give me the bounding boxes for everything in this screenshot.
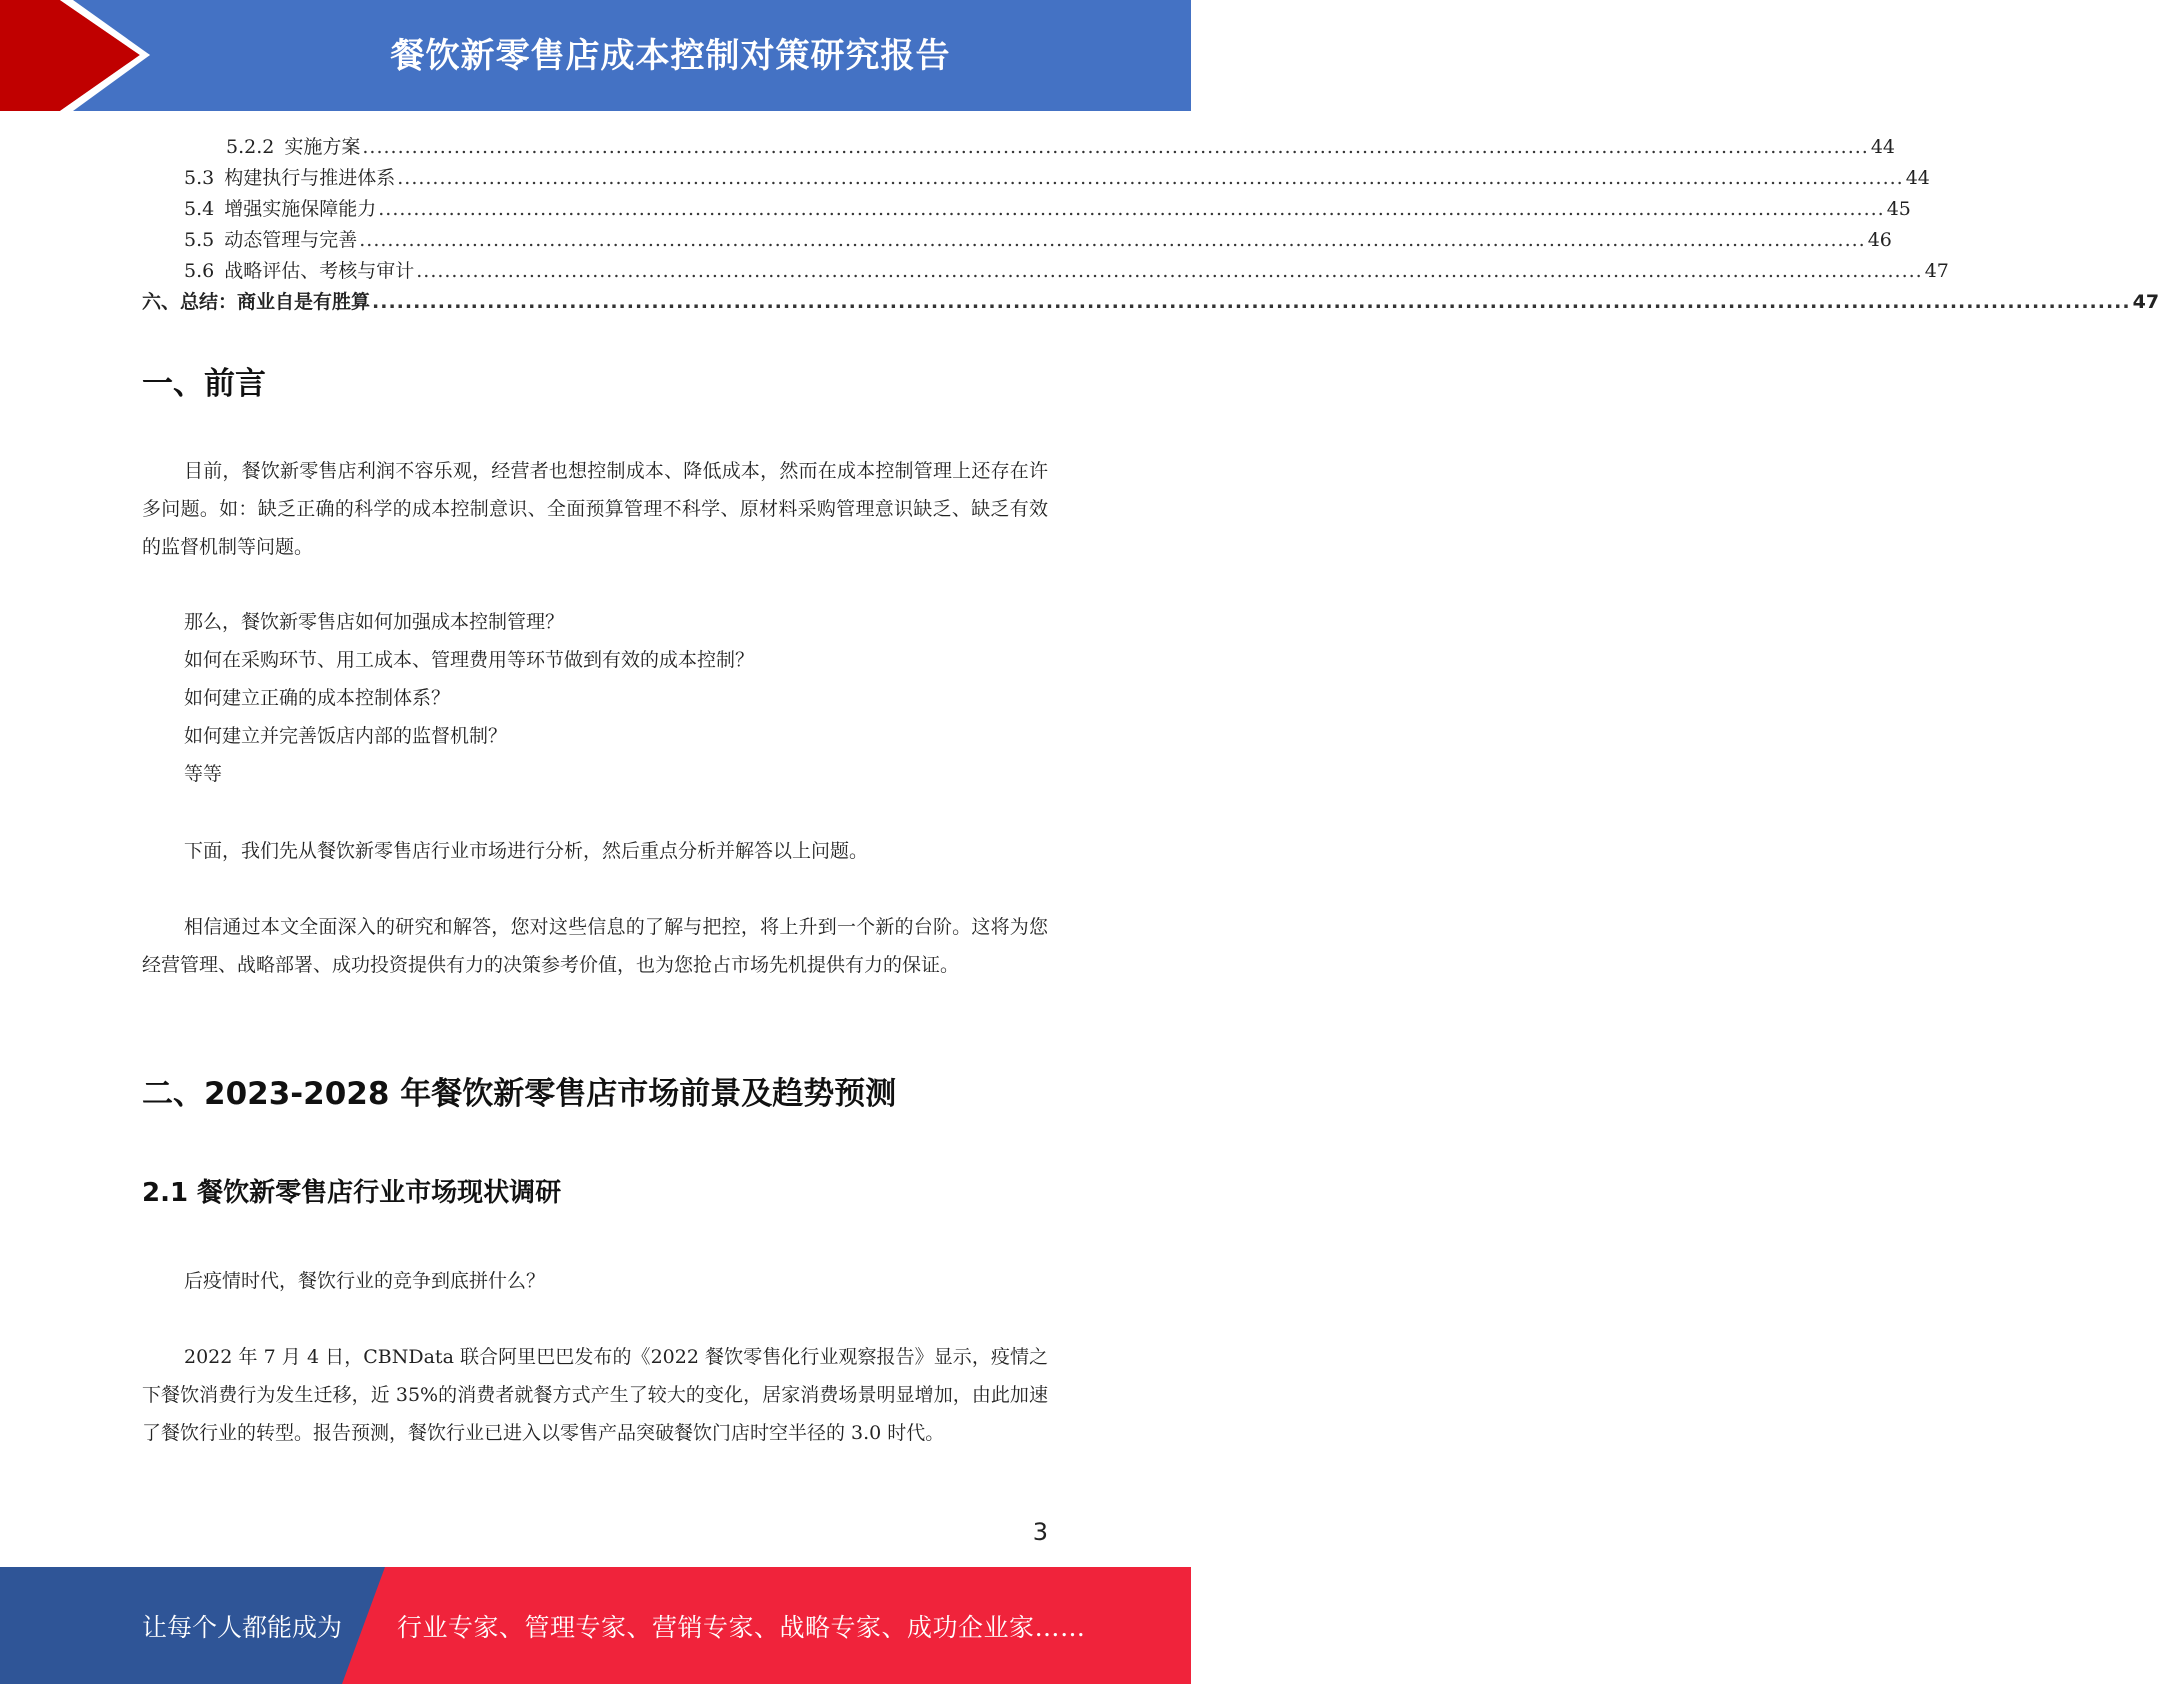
paragraph: 目前，餐饮新零售店利润不容乐观，经营者也想控制成本、降低成本，然而在成本控制管理上还存在许多问题。如：缺乏正确的科学的成本控制意识、全面预算管理不科学、原材料采购管理意识缺乏、缺乏有效的监督机制等问题。 [142, 460, 1048, 558]
toc-item-label: 动态管理与完善 [224, 229, 358, 251]
list-item: 如何建立正确的成本控制体系？ [184, 687, 451, 709]
toc-leader-dots: ...................................................................................................................................................................................................................... [378, 198, 1885, 220]
toc-item[interactable] [142, 190, 1911, 221]
toc-item-label: 实施方案 [284, 136, 361, 158]
paragraph: 相信通过本文全面深入的研究和解答，您对这些信息的了解与把控，将上升到一个新的台阶。这将为您经营管理、战略部署、成功投资提供有力的决策参考价值，也为您抢占市场先机提供有力的保证。 [142, 916, 1048, 976]
paragraph: 后疫情时代，餐饮行业的竞争到底拼什么？ [184, 1270, 546, 1292]
toc-leader-dots: ...................................................................................................................................................................................................................... [362, 136, 1869, 158]
subsection-heading: 2.1 餐饮新零售店行业市场现状调研 [142, 1178, 562, 1208]
toc-item-page: 45 [1886, 198, 1911, 220]
section-1 [142, 358, 1048, 403]
footer-slogan-left: 让每个人都能成为 [142, 1612, 343, 1642]
toc-item-page: 47 [2132, 291, 2159, 313]
toc-item-number: 5.5 [184, 229, 215, 251]
toc-item-label: 战略评估、考核与审计 [224, 260, 415, 282]
list-item: 等等 [184, 763, 223, 785]
section-2-body [142, 1338, 1048, 1452]
toc-item-page: 44 [1905, 167, 1930, 189]
section-1-body [142, 908, 1048, 984]
section-heading: 二、2023-2028 年餐饮新零售店市场前景及趋势预测 [142, 1076, 897, 1112]
section-2-body [142, 1262, 1048, 1300]
toc-item[interactable] [142, 252, 1949, 283]
toc-item-page: 46 [1867, 229, 1892, 251]
toc-item-number: 5.2.2 [226, 136, 275, 158]
toc-item[interactable] [142, 283, 2159, 314]
list-item: 如何建立并完善饭店内部的监督机制？ [184, 725, 508, 747]
toc-item[interactable] [142, 159, 1930, 190]
section-2 [142, 1068, 1048, 1113]
toc-leader-dots: ...................................................................................................................................................................................................................... [397, 167, 1904, 189]
list-item: 那么，餐饮新零售店如何加强成本控制管理？ [184, 611, 565, 633]
toc-leader-dots: ...................................................................................................................................................................................................................... [372, 291, 2131, 313]
page-footer [0, 1567, 1191, 1684]
toc-leader-dots: ...................................................................................................................................................................................................................... [416, 260, 1923, 282]
footer-slogan-right: 行业专家、管理专家、营销专家、战略专家、成功企业家…… [397, 1612, 1086, 1642]
list-item: 如何在采购环节、用工成本、管理费用等环节做到有效的成本控制？ [184, 649, 755, 671]
toc-item-label: 构建执行与推进体系 [224, 167, 396, 189]
section-heading: 一、前言 [142, 366, 266, 402]
toc-item[interactable] [142, 221, 1892, 252]
section-1-body [142, 832, 1048, 870]
toc-item-label: 六、总结：商业自是有胜算 [142, 291, 371, 313]
question-list [142, 603, 1048, 793]
toc-item-number: 5.3 [184, 167, 215, 189]
page-number: 3 [1032, 1518, 1048, 1546]
table-of-contents [142, 128, 2159, 314]
toc-item-label: 增强实施保障能力 [224, 198, 377, 220]
page-header [0, 0, 1191, 111]
paragraph: 2022 年 7 月 4 日，CBNData 联合阿里巴巴发布的《2022 餐饮零售化行业观察报告》显示，疫情之下餐饮消费行为发生迁移，近 35%的消费者就餐方式产生了较大的变化，居家消费场景明显增加，由此加速了餐饮行业的转型。报告预测，餐饮行业已进入以零售产品突破餐饮门店时空半径的 3.0 时代。 [142, 1346, 1048, 1444]
section-1-body [142, 452, 1048, 566]
toc-item[interactable] [142, 128, 1896, 159]
toc-item-page: 47 [1924, 260, 1949, 282]
subsection-2-1 [142, 1172, 1048, 1209]
toc-item-page: 44 [1870, 136, 1896, 158]
toc-leader-dots: ...................................................................................................................................................................................................................... [359, 229, 1866, 251]
toc-item-number: 5.4 [184, 198, 215, 220]
header-title: 餐饮新零售店成本控制对策研究报告 [390, 36, 951, 76]
toc-item-number: 5.6 [184, 260, 215, 282]
paragraph: 下面，我们先从餐饮新零售店行业市场进行分析，然后重点分析并解答以上问题。 [184, 840, 869, 862]
